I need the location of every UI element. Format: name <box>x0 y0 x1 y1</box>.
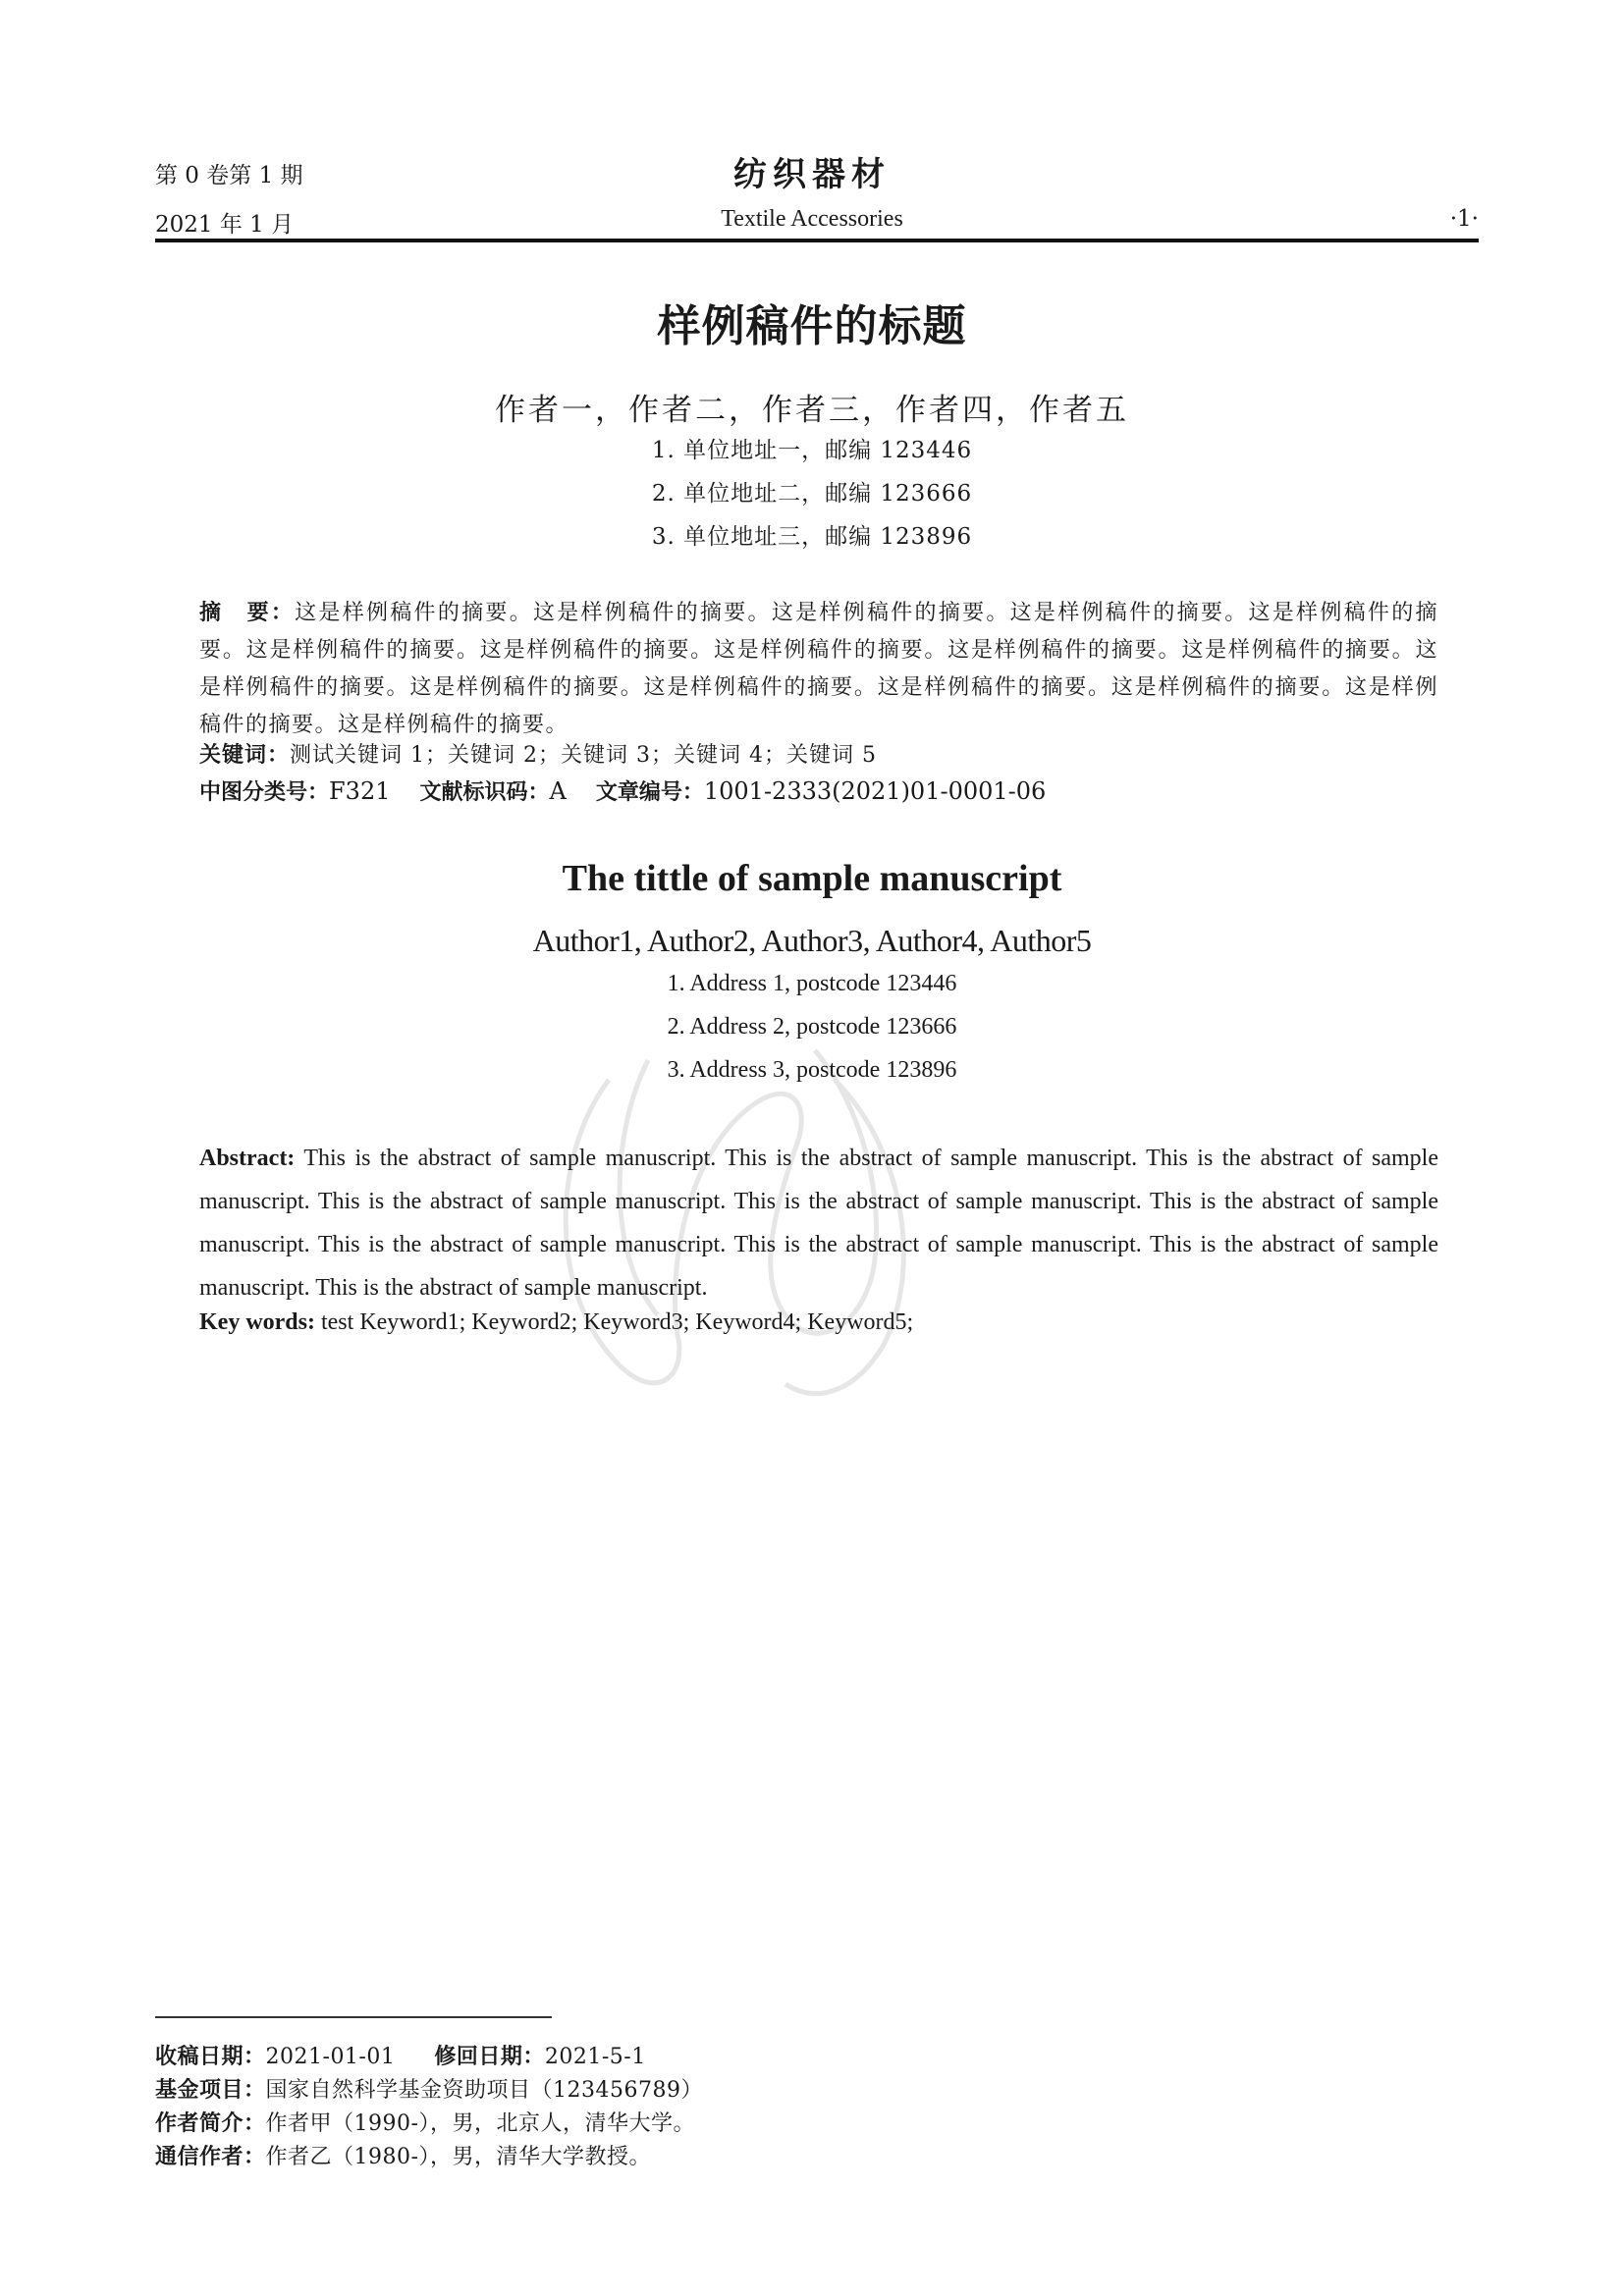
abstract-en <box>199 1137 1438 1309</box>
paper-title-en: The tittle of sample manuscript <box>562 858 1062 899</box>
abstract-en-text: This is the abstract of sample manuscript. This is the abstract of sample manuscript. This is the abstract of sample manuscript. This is the abstract of sample manuscript. This is the abstract of sample manuscript. This is the abstract of sample manuscript. This is the abstract of sample manuscript. This is the abstract of sample manuscript. This is the abstract of sample manuscript. This is the abstract of sample manuscript. <box>199 1146 1438 1301</box>
journal-name-cn: 纺织器材 <box>733 155 891 194</box>
footnote-fund <box>155 2073 703 2104</box>
received-value: 2021-01-01 <box>265 2045 396 2069</box>
keywords-en <box>199 1309 913 1336</box>
footnote-corresponding <box>155 2140 651 2170</box>
clc-value: F321 <box>329 777 391 805</box>
keywords-cn-text: 测试关键词 1；关键词 2；关键词 3；关键词 4；关键词 5 <box>290 743 877 768</box>
doc-code-value: A <box>549 777 567 805</box>
issue-date: 2021 年 1 月 <box>155 212 295 238</box>
fund-label: 基金项目： <box>155 2078 266 2103</box>
keywords-en-text: test Keyword1; Keyword2; Keyword3; Keyword4; Keyword5; <box>314 1309 914 1335</box>
article-no-value: 1001-2333(2021)01-0001-06 <box>703 777 1047 805</box>
abstract-cn-text: 这是样例稿件的摘要。这是样例稿件的摘要。这是样例稿件的摘要。这是样例稿件的摘要。这是样例稿件的摘要。这是样例稿件的摘要。这是样例稿件的摘要。这是样例稿件的摘要。这是样例稿件的摘要。这是样例稿件的摘要。这是样例稿件的摘要。这是样例稿件的摘要。这是样例稿件的摘要。这是样例稿件的摘要。这是样例稿件的摘要。这是样例稿件的摘要。这是样例稿件的摘要。 <box>199 601 1438 737</box>
abstract-cn-label: 摘 要： <box>199 601 296 625</box>
revised-value: 2021-5-1 <box>544 2045 646 2069</box>
abstract-en-label: Abstract: <box>199 1146 296 1171</box>
keywords-cn <box>199 738 877 769</box>
volume-issue: 第 0 卷第 1 期 <box>155 163 303 188</box>
clc-label: 中图分类号： <box>199 780 330 805</box>
affiliation-en-2: 2. Address 2, postcode 123666 <box>667 1014 957 1040</box>
affiliation-cn-1: 1. 单位地址一，邮编 123446 <box>651 438 973 463</box>
fund-value: 国家自然科学基金资助项目（123456789） <box>265 2078 703 2103</box>
footnote-rule <box>155 2016 552 2018</box>
corr-value: 作者乙（1980-），男，清华大学教授。 <box>265 2145 651 2169</box>
corr-label: 通信作者： <box>155 2145 266 2169</box>
affiliation-en-1: 1. Address 1, postcode 123446 <box>667 971 957 996</box>
article-no-label: 文章编号： <box>595 780 704 805</box>
affiliation-en-3: 3. Address 3, postcode 123896 <box>667 1057 957 1083</box>
received-label: 收稿日期： <box>155 2045 266 2069</box>
authors-en: Author1, Author2, Author3, Author4, Author5 <box>532 923 1092 958</box>
header-rule <box>155 239 1479 242</box>
doc-code-label: 文献标识码： <box>419 780 550 805</box>
classification-line <box>199 775 1046 806</box>
keywords-en-label: Key words: <box>199 1309 315 1335</box>
page-number: ·1· <box>1449 206 1479 232</box>
bio-value: 作者甲（1990-），男，北京人，清华大学。 <box>265 2111 695 2136</box>
affiliation-cn-2: 2. 单位地址二，邮编 123666 <box>651 481 973 507</box>
footnote-bio <box>155 2107 695 2137</box>
abstract-cn <box>199 595 1438 744</box>
footnote-dates <box>155 2040 646 2070</box>
journal-name-en: Textile Accessories <box>721 206 903 232</box>
bio-label: 作者简介： <box>155 2111 266 2136</box>
revised-label: 修回日期： <box>434 2045 545 2069</box>
authors-cn: 作者一，作者二，作者三，作者四，作者五 <box>495 393 1129 428</box>
affiliation-cn-3: 3. 单位地址三，邮编 123896 <box>651 524 973 550</box>
paper-title-cn: 样例稿件的标题 <box>657 301 967 351</box>
keywords-cn-label: 关键词： <box>199 743 291 768</box>
